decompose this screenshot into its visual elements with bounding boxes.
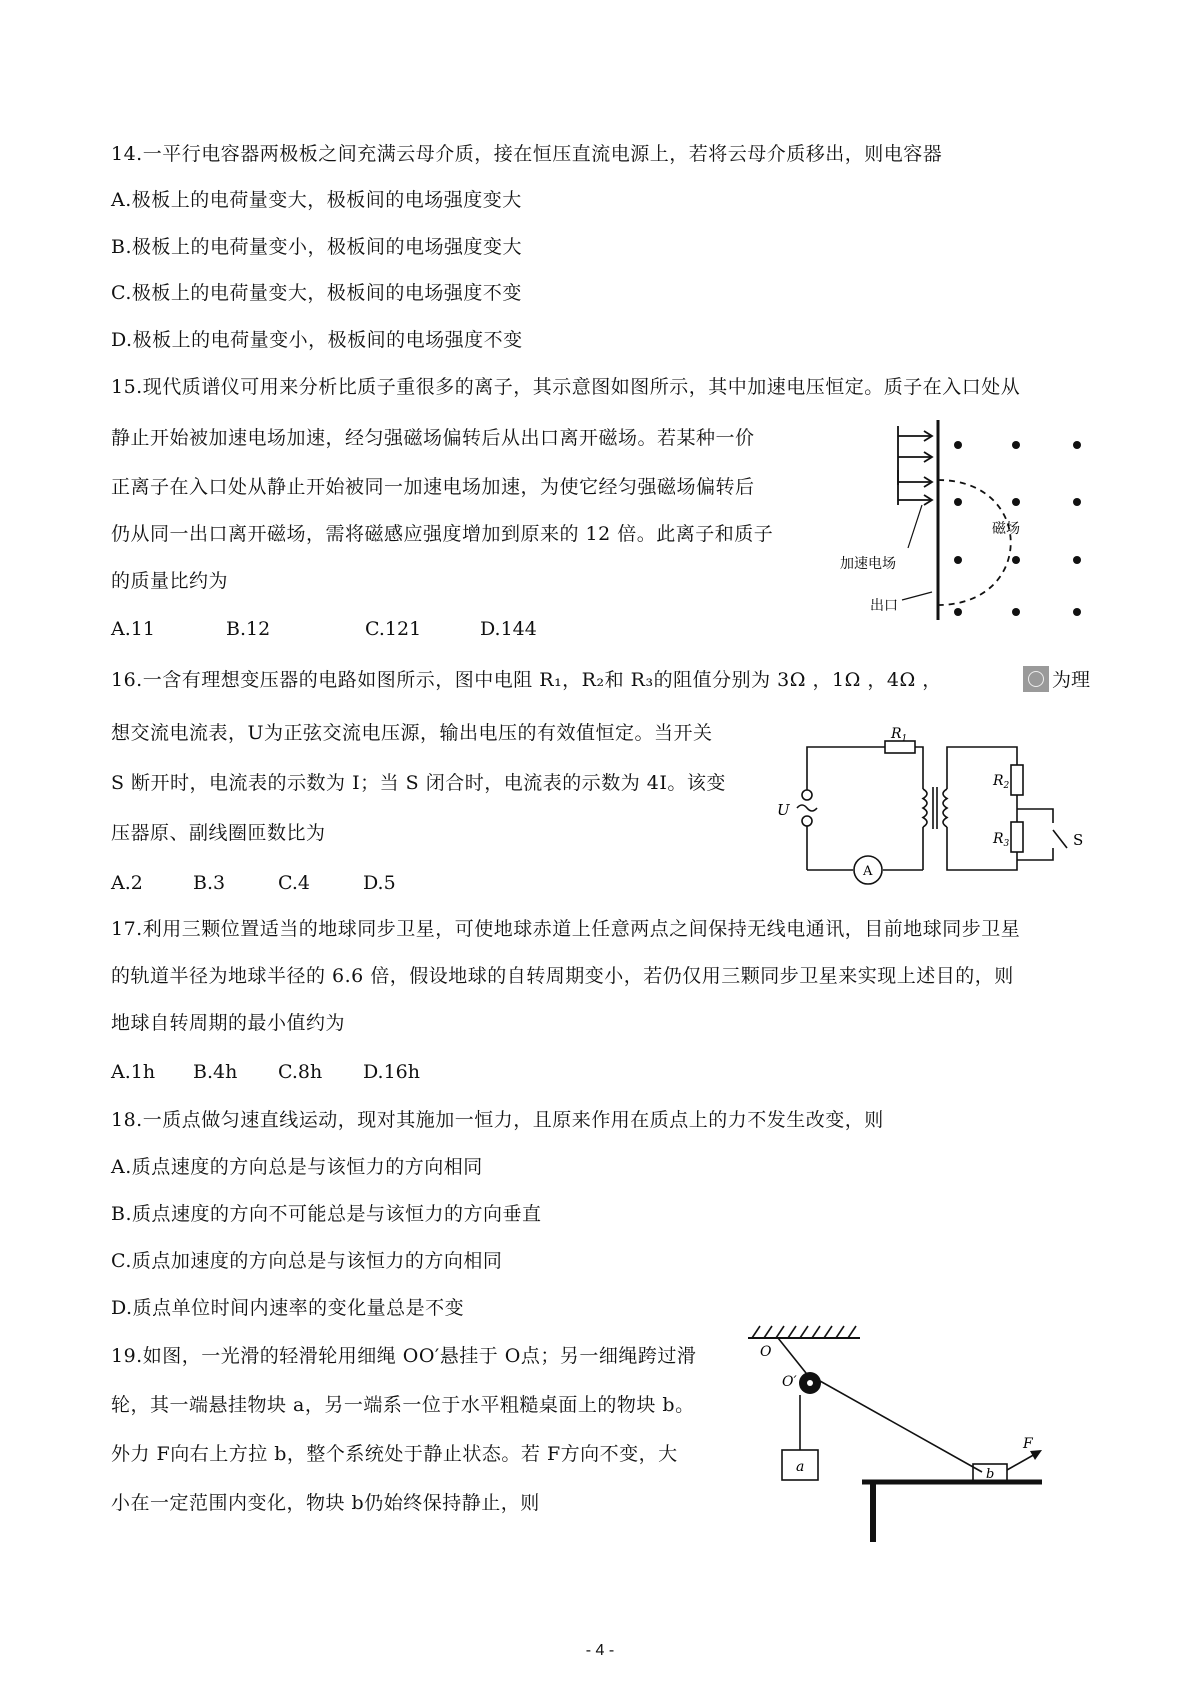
q16-line-3: S 断开时，电流表的示数为 I；当 S 闭合时，电流表的示数为 4I。该变	[111, 772, 726, 794]
switch-wire-top	[1017, 809, 1053, 823]
q15-line-1: 15.现代质谱仪可用来分析比质子重很多的离子，其示意图如图所示，其中加速电压恒定。质子在入口处从	[111, 376, 1021, 398]
label-ammeter: A	[863, 864, 873, 879]
switch-blade	[1053, 830, 1067, 848]
label-o-prime: O′	[782, 1374, 797, 1390]
force-f-arrow	[1007, 1453, 1037, 1470]
pulley-axle	[807, 1380, 813, 1386]
q16-option-d: D.5	[363, 872, 396, 894]
q15-line-4: 仍从同一出口离开磁场，需将磁感应强度增加到原来的 12 倍。此离子和质子	[111, 523, 774, 545]
label-f: F	[1023, 1436, 1033, 1452]
q14-option-d: D.极板上的电荷量变小，极板间的电场强度不变	[111, 329, 523, 351]
source-terminal-top	[802, 790, 812, 800]
q19-line-3: 外力 F向右上方拉 b，整个系统处于静止状态。若 F方向不变，大	[111, 1443, 678, 1465]
q16-line-4: 压器原、副线圈匝数比为	[111, 822, 326, 844]
q17-option-d: D.16h	[363, 1061, 421, 1083]
q18-option-d: D.质点单位时间内速率的变化量总是不变	[111, 1297, 465, 1319]
q16-option-b: B.3	[193, 872, 226, 894]
q14-option-b: B.极板上的电荷量变小，极板间的电场强度变大	[111, 236, 523, 258]
resistor-r3	[1011, 822, 1023, 852]
q15-line-2: 静止开始被加速电场加速，经匀强磁场偏转后从出口离开磁场。若某种一价	[111, 427, 755, 449]
q16-option-c: C.4	[278, 872, 310, 894]
q18-option-c: C.质点加速度的方向总是与该恒力的方向相同	[111, 1250, 503, 1272]
q19-line-1: 19.如图，一光滑的轻滑轮用细绳 OO′悬挂于 O点；另一细绳跨过滑	[111, 1345, 697, 1367]
label-u: U	[777, 801, 790, 819]
resistor-r1	[885, 741, 915, 753]
q18-option-a: A.质点速度的方向总是与该恒力的方向相同	[111, 1156, 483, 1178]
ceiling-hatch	[752, 1326, 856, 1338]
label-accel-field: 加速电场	[840, 556, 896, 572]
label-r1: $R_1$	[891, 726, 908, 744]
primary-wire-top	[807, 747, 885, 790]
q15-line-5: 的质量比约为	[111, 570, 229, 592]
q14-stem: 14.一平行电容器两极板之间充满云母介质，接在恒压直流电源上，若将云母介质移出，则电容器	[111, 143, 943, 165]
q16-line-1-tail: 为理	[1052, 669, 1091, 691]
q17-option-b: B.4h	[193, 1061, 238, 1083]
label-switch-s: S	[1073, 831, 1084, 849]
q17-line-3: 地球自转周期的最小值约为	[111, 1012, 346, 1034]
q17-option-a: A.1h	[111, 1061, 156, 1083]
q14-option-a: A.极板上的电荷量变大，极板间的电场强度变大	[111, 189, 522, 211]
q19-line-2: 轮，其一端悬挂物块 a，另一端系一位于水平粗糙桌面上的物块 b。	[111, 1394, 695, 1416]
exit-label-pointer	[902, 592, 932, 600]
label-b: b	[986, 1467, 995, 1482]
accel-field-arrows	[898, 426, 932, 505]
q15-option-d: D.144	[480, 618, 537, 640]
q15-option-c: C.121	[365, 618, 422, 640]
source-terminal-bottom	[802, 816, 812, 826]
trajectory-dashed	[938, 480, 1011, 605]
transformer-circuit-figure	[777, 726, 1125, 895]
primary-coil	[923, 789, 927, 827]
label-o: O	[760, 1344, 772, 1360]
primary-wire-right-top	[915, 747, 923, 789]
rope-oo-prime	[778, 1338, 810, 1378]
q15-line-3: 正离子在入口处从静止开始被同一加速电场加速，为使它经匀强磁场偏转后	[111, 476, 755, 498]
resistor-r2	[1011, 765, 1023, 795]
label-r2: $R_2$	[993, 773, 1010, 791]
rope-to-b	[820, 1381, 982, 1472]
secondary-coil	[943, 789, 947, 827]
q17-option-c: C.8h	[278, 1061, 323, 1083]
q18-stem: 18.一质点做匀速直线运动，现对其施加一恒力，且原来作用在质点上的力不发生改变，则	[111, 1109, 884, 1131]
q19-line-4: 小在一定范围内变化，物块 b仍始终保持静止，则	[111, 1492, 540, 1514]
q14-option-c: C.极板上的电荷量变大，极板间的电场强度不变	[111, 282, 522, 304]
label-exit: 出口	[870, 598, 898, 614]
q18-option-b: B.质点速度的方向不可能总是与该恒力的方向垂直	[111, 1203, 542, 1225]
q15-option-a: A.11	[111, 618, 155, 640]
q16-line-1: 16.一含有理想变压器的电路如图所示，图中电阻 R₁，R₂和 R₃的阻值分别为 3Ω ，1Ω ，4Ω ，	[111, 669, 942, 691]
ammeter-icon	[1023, 666, 1049, 692]
q16-option-a: A.2	[111, 872, 143, 894]
q16-line-2: 想交流电流表，U为正弦交流电压源，输出电压的有效值恒定。当开关	[111, 722, 713, 744]
accel-label-pointer	[908, 505, 922, 548]
ac-symbol	[797, 805, 817, 811]
label-magnetic-field: 磁场	[992, 521, 1020, 537]
page-number: - 4 -	[585, 1642, 615, 1659]
pulley-figure	[740, 1320, 1060, 1545]
q17-line-2: 的轨道半径为地球半径的 6.6 倍，假设地球的自转周期变小，若仍仅用三颗同步卫星来实现上述目的，则	[111, 965, 1014, 987]
q15-option-b: B.12	[226, 618, 271, 640]
mass-spectrometer-figure	[820, 420, 1120, 630]
label-r3: $R_3$	[993, 831, 1010, 849]
q17-line-1: 17.利用三颗位置适当的地球同步卫星，可使地球赤道上任意两点之间保持无线电通讯，目前地球同步卫星	[111, 918, 1021, 940]
label-a: a	[796, 1459, 805, 1475]
